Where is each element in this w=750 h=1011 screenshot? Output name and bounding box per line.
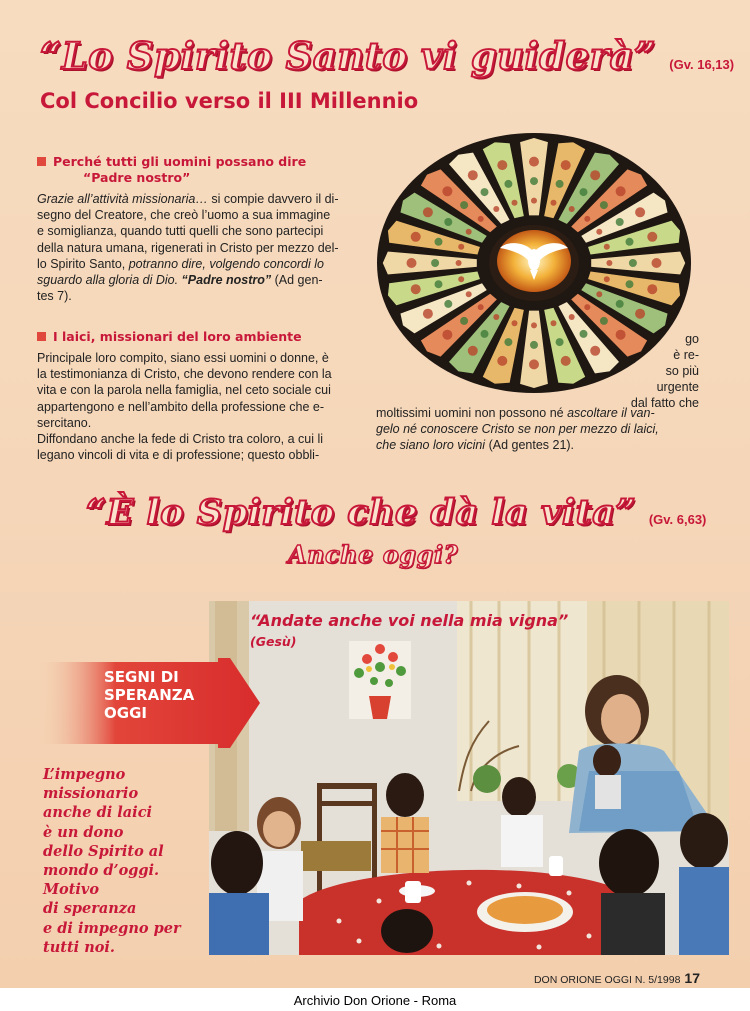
stained-glass-detail	[411, 284, 421, 294]
stained-glass-detail	[478, 304, 484, 310]
photo-quote: “Andate anche voi nella mia vigna”	[250, 611, 569, 630]
text-line: la testimonianza di Cristo, che devono rendere con la	[37, 367, 332, 382]
text-line: e somiglianza, quando tutti quelli che sono partecipi	[37, 224, 324, 239]
stained-glass-detail	[616, 218, 624, 226]
stained-glass-detail	[411, 232, 421, 242]
stained-glass-detail	[458, 244, 464, 250]
stained-glass-detail	[529, 157, 539, 167]
stained-glass-detail	[458, 276, 464, 282]
text-line: che siano loro vicini (Ad gentes 21).	[376, 438, 575, 453]
stained-glass-detail	[512, 200, 518, 206]
main-title	[40, 34, 734, 78]
stained-glass-detail	[590, 346, 600, 356]
text-line: è re-	[673, 348, 699, 362]
stained-glass-detail	[629, 259, 637, 267]
text-line: Grazie all’attività missionaria… si compie davvero il di-	[37, 192, 339, 206]
text-line: sguardo alla gloria di Dio. “Padre nostro” (Ad gen-	[37, 273, 323, 288]
children-meal-photo	[209, 601, 729, 955]
stained-glass-detail	[442, 186, 452, 196]
stained-glass-detail	[493, 206, 499, 212]
text-line: moltissimi uomini non possono né ascoltare il van-	[376, 406, 655, 420]
magazine-issue: DON ORIONE OGGI N. 5/1998	[533, 974, 681, 986]
stained-glass-detail	[531, 198, 537, 204]
main-title-reference: (Gv. 16,13)	[669, 57, 735, 72]
text-line: segno del Creatore, che creò l’uomo a sua immagine	[37, 208, 331, 223]
text-line: tes 7).	[37, 289, 72, 304]
text-line: so più	[665, 364, 699, 378]
text-line: dal fatto che	[630, 396, 699, 410]
stained-glass-detail	[444, 218, 452, 226]
stained-glass-detail	[561, 160, 571, 170]
stained-glass-detail	[596, 291, 602, 297]
text-line: Principale loro compito, siano essi uomini o donne, è	[37, 351, 329, 365]
stained-glass-detail	[584, 216, 590, 222]
stained-glass-detail	[556, 180, 564, 188]
text-line: legano vincoli di vita e di professione; questo obbli-	[37, 448, 320, 463]
second-subtitle: Anche oggi?	[288, 540, 459, 569]
stained-glass-detail	[497, 356, 507, 366]
stained-glass-detail	[460, 201, 468, 209]
section-heading-padre-nostro: Perché tutti gli uomini possano dire “Padre nostro”	[37, 154, 306, 186]
stained-glass-detail	[530, 177, 538, 185]
section-heading-laici: I laici, missionari del loro ambiente	[37, 329, 302, 345]
second-title	[86, 492, 706, 533]
stained-glass-detail	[468, 346, 478, 356]
second-title-reference: (Gv. 6,63)	[648, 512, 707, 527]
stained-glass-detail	[435, 280, 443, 288]
stained-glass-detail	[616, 186, 626, 196]
stained-glass-detail	[626, 280, 634, 288]
stained-glass-detail	[468, 170, 478, 180]
stained-glass-detail	[431, 259, 439, 267]
stained-glass-detail	[530, 341, 538, 349]
stained-glass-detail	[493, 314, 499, 320]
stained-glass-detail	[616, 330, 626, 340]
stained-glass-detail	[460, 317, 468, 325]
archive-caption: Archivio Don Orione - Roma	[293, 993, 457, 1008]
stained-glass-detail	[512, 320, 518, 326]
section2-body	[37, 350, 359, 463]
text-line: della natura umana, rigenerati in Cristo per mezzo del-	[37, 240, 339, 255]
bullet-square-icon	[37, 332, 46, 341]
arrow-label: SEGNI DI SPERANZA OGGI	[104, 668, 195, 722]
text-line: lo Spirito Santo, potranno dire, volgendo concordi lo	[37, 256, 324, 271]
stained-glass-detail	[647, 284, 657, 294]
stained-glass-detail	[442, 330, 452, 340]
stained-glass-detail	[444, 300, 452, 308]
stained-glass-detail	[504, 180, 512, 188]
side-quote: L’impegno missionario anche di laici è un dono dello Spirito al mondo d’oggi. Motivo di speranza e di impegno per tutti noi.	[43, 766, 181, 956]
stained-glass-detail	[529, 359, 539, 369]
main-title-text: “Lo Spirito Santo vi guiderà”	[40, 34, 656, 78]
section2-wrap-lines	[631, 331, 699, 411]
second-title-text: “È lo Spirito che dà la vita”	[86, 492, 637, 533]
page-footer	[534, 970, 700, 986]
stained-glass-detail	[626, 238, 634, 246]
stained-glass-detail	[466, 229, 472, 235]
text-line: vita e con la parola nella famiglia, nel ceto sociale cui	[37, 383, 331, 398]
stained-glass-detail	[580, 188, 588, 196]
text-line: Diffondano anche la fede di Cristo tra coloro, a cui li	[37, 432, 324, 447]
stained-glass-detail	[580, 330, 588, 338]
stained-glass-detail	[604, 244, 610, 250]
stained-glass-detail	[569, 314, 575, 320]
bullet-square-icon	[37, 157, 46, 166]
stained-glass-detail	[407, 258, 417, 268]
stained-glass-detail	[635, 309, 645, 319]
stained-glass-detail	[606, 260, 612, 266]
text-line: urgente	[656, 380, 699, 394]
stained-glass-detail	[647, 232, 657, 242]
stained-glass-detail	[423, 309, 433, 319]
text-line: appartengono e nell’ambito della professione che e-	[37, 399, 324, 414]
text-line: gelo né conoscere Cristo se non per mezzo di laici,	[376, 422, 659, 437]
stained-glass-detail	[616, 300, 624, 308]
stained-glass-detail	[504, 338, 512, 346]
text-line: go	[685, 332, 699, 346]
stained-glass-detail	[600, 201, 608, 209]
photo-quote-author: (Gesù)	[250, 634, 297, 649]
stained-glass-detail	[600, 317, 608, 325]
stained-glass-detail	[435, 238, 443, 246]
stained-glass-detail	[596, 229, 602, 235]
stained-glass-detail	[551, 320, 557, 326]
stained-glass-detail	[456, 260, 462, 266]
stained-glass-detail	[531, 322, 537, 328]
stained-glass-detail	[604, 276, 610, 282]
stained-glass-detail	[481, 330, 489, 338]
section1-body	[37, 191, 359, 304]
page-number: 17	[684, 970, 700, 986]
stained-glass-detail	[556, 338, 564, 346]
stained-glass-detail	[551, 200, 557, 206]
stained-glass-detail	[652, 258, 662, 268]
stained-glass-detail	[481, 188, 489, 196]
stained-glass-detail	[569, 206, 575, 212]
stained-glass-detail	[423, 207, 433, 217]
text-line: sercitano.	[37, 415, 92, 430]
section2-continuation	[376, 405, 699, 454]
stained-glass-detail	[561, 356, 571, 366]
stained-glass-detail	[635, 207, 645, 217]
stained-glass-detail	[584, 304, 590, 310]
stained-glass-detail	[590, 170, 600, 180]
subtitle: Col Concilio verso il III Millennio	[40, 89, 419, 113]
stained-glass-detail	[466, 291, 472, 297]
stained-glass-detail	[478, 216, 484, 222]
stained-glass-detail	[497, 160, 507, 170]
